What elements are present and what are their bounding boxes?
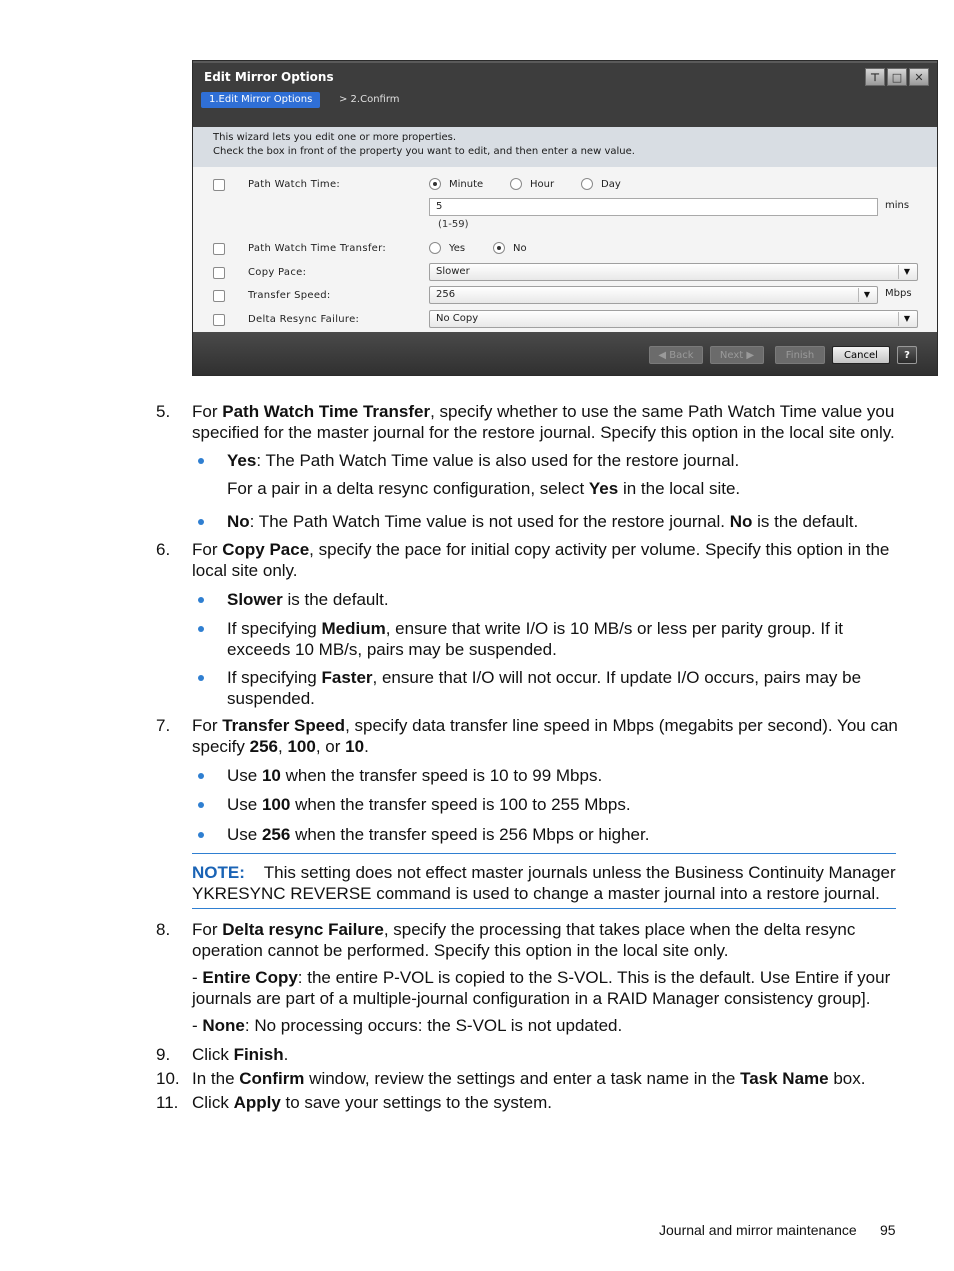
text: If specifying [227, 668, 322, 687]
step-9-text [192, 1044, 904, 1065]
note-text [192, 862, 896, 904]
text: In the [192, 1069, 240, 1088]
term: Apply [233, 1093, 281, 1112]
text: : The Path Watch Time value is not used for the restore journal. [249, 512, 730, 531]
copy-pace-row [193, 263, 937, 285]
entire-copy-text [192, 967, 904, 1009]
term: No [227, 512, 250, 531]
path-watch-time-label: Path Watch Time: [248, 179, 341, 190]
mins-unit: mins [885, 200, 910, 211]
step-11-text [192, 1092, 904, 1113]
term: Transfer Speed [222, 716, 346, 735]
text: Click [192, 1045, 234, 1064]
radio-minute[interactable] [429, 178, 483, 190]
radio-hour-label: Hour [530, 178, 555, 190]
page-number: 95 [880, 1222, 896, 1238]
step-number: 10. [156, 1069, 180, 1088]
term: Yes [588, 479, 619, 498]
transfer-speed-value: 256 [436, 289, 456, 300]
term: Delta resync Failure [222, 920, 384, 939]
radio-day-icon [581, 178, 593, 190]
text: , specify whether to use the same Path Watch Time value you specified for the master journal for the restore journal. Specify this option in the local site only. [192, 402, 895, 442]
back-button[interactable]: ◀ Back [649, 346, 703, 364]
bullet-item [227, 450, 907, 471]
step-7-text [192, 715, 904, 757]
radio-minute-selected-icon [429, 178, 441, 190]
bullet-icon [198, 773, 204, 779]
radio-yes[interactable] [429, 242, 465, 254]
text: Click [192, 1093, 234, 1112]
step-number: 7. [156, 716, 171, 735]
chevron-down-icon: ▼ [898, 312, 915, 326]
copy-pace-select[interactable] [429, 263, 918, 281]
text: Use [227, 766, 262, 785]
text: : No processing occurs: the S-VOL is not updated. [244, 1016, 623, 1035]
copy-pace-value: Slower [436, 266, 470, 277]
text: to save your settings to the system. [280, 1093, 552, 1112]
step-number: 9. [156, 1045, 171, 1064]
term: 100 [287, 737, 316, 756]
bullet-item [227, 511, 907, 532]
term: Faster [321, 668, 373, 687]
text: when the transfer speed is 100 to 255 Mbps. [290, 795, 631, 814]
transfer-speed-checkbox[interactable] [213, 290, 225, 302]
radio-hour[interactable] [510, 178, 554, 190]
text: when the transfer speed is 256 Mbps or higher. [290, 825, 650, 844]
text: : The Path Watch Time value is also used for the restore journal. [256, 451, 740, 470]
path-watch-time-transfer-label: Path Watch Time Transfer: [248, 243, 387, 254]
term: Entire Copy [202, 968, 298, 987]
dialog-form [193, 167, 937, 332]
bullet-item [227, 765, 907, 786]
delta-resync-failure-label: Delta Resync Failure: [248, 314, 360, 325]
text: window, review the settings and enter a task name in the [304, 1069, 741, 1088]
next-button[interactable]: Next ▶ [710, 346, 764, 364]
wizard-info [193, 127, 937, 167]
close-icon[interactable]: ✕ [909, 68, 929, 86]
bullet-item [227, 589, 907, 610]
term: 10 [345, 737, 365, 756]
path-watch-time-input[interactable]: 5 [429, 198, 878, 216]
text: , [278, 737, 288, 756]
term: No [729, 512, 753, 531]
term: Copy Pace [222, 540, 310, 559]
cancel-button[interactable]: Cancel [832, 346, 890, 364]
note-label: NOTE: [192, 863, 245, 882]
bullet-item [227, 824, 907, 845]
delta-resync-failure-value: No Copy [436, 313, 479, 324]
bullet-icon [198, 675, 204, 681]
path-watch-time-transfer-row [193, 239, 937, 261]
text: Use [227, 795, 262, 814]
transfer-speed-select[interactable] [429, 286, 878, 304]
text: when the transfer speed is 10 to 99 Mbps. [280, 766, 603, 785]
pin-icon[interactable]: ⊤ [865, 68, 885, 86]
text: is the default. [282, 590, 389, 609]
step-number: 11. [156, 1093, 179, 1112]
text: , specify data transfer line speed in Mbps (megabits per second). You can specify [192, 716, 898, 756]
bullet-icon [198, 458, 204, 464]
term: Slower [227, 590, 283, 609]
finish-button[interactable]: Finish [775, 346, 825, 364]
radio-day-label: Day [601, 178, 621, 190]
term: Confirm [239, 1069, 305, 1088]
radio-no-label: No [513, 242, 527, 254]
radio-minute-label: Minute [449, 178, 484, 190]
text: For a pair in a delta resync configuration, select [227, 479, 589, 498]
step-5-text [192, 401, 904, 443]
text: in the local site. [618, 479, 741, 498]
step-number: 8. [156, 920, 171, 939]
step-confirm: > 2.Confirm [339, 94, 400, 105]
term: 256 [249, 737, 279, 756]
text: . [283, 1045, 289, 1064]
chevron-down-icon: ▼ [858, 288, 875, 302]
text: For [192, 716, 223, 735]
dialog-title-bar [193, 61, 937, 89]
step-number: 5. [156, 402, 171, 421]
bullet-icon [198, 832, 204, 838]
dialog-footer [193, 332, 937, 376]
step-6-text [192, 539, 904, 581]
step-10-text [192, 1068, 904, 1089]
text: box. [828, 1069, 866, 1088]
bullet-item [227, 794, 907, 815]
radio-no[interactable] [493, 242, 527, 254]
range-hint: (1-59) [438, 219, 469, 230]
footer-section: Journal and mirror maintenance [659, 1222, 857, 1238]
transfer-speed-row [193, 286, 937, 308]
radio-hour-icon [510, 178, 522, 190]
step-8-text [192, 919, 904, 961]
none-text [192, 1015, 904, 1036]
radio-yes-icon [429, 242, 441, 254]
bullet-item [227, 667, 907, 709]
wizard-steps [193, 89, 937, 127]
dialog-title: Edit Mirror Options [204, 70, 334, 84]
text: If specifying [227, 619, 322, 638]
text: - [192, 1016, 203, 1035]
bullet-icon [198, 802, 204, 808]
chevron-down-icon: ▼ [898, 265, 915, 279]
text: , or [315, 737, 346, 756]
term: Task Name [740, 1069, 829, 1088]
bullet-icon [198, 626, 204, 632]
term: 100 [261, 795, 291, 814]
path-watch-time-row [193, 175, 937, 197]
maximize-icon[interactable]: □ [887, 68, 907, 86]
copy-pace-checkbox[interactable] [213, 267, 225, 279]
term: Finish [233, 1045, 284, 1064]
text: For [192, 402, 223, 421]
copy-pace-label: Copy Pace: [248, 267, 307, 278]
note-box [192, 853, 896, 909]
text: is the default. [752, 512, 859, 531]
text: - [192, 968, 203, 987]
text: Use [227, 825, 262, 844]
step-number: 6. [156, 540, 171, 559]
radio-day[interactable] [581, 178, 621, 190]
text: , ensure that write I/O is 10 MB/s or less per parity group. If it exceeds 10 MB/s, pairs may be suspended. [227, 619, 844, 659]
help-icon[interactable]: ? [897, 346, 917, 364]
path-watch-time-checkbox[interactable] [213, 179, 225, 191]
mbps-unit: Mbps [885, 288, 912, 299]
step-edit-mirror-options: 1.Edit Mirror Options [201, 92, 320, 108]
text: , specify the pace for initial copy activity per volume. Specify this option in the local site only. [192, 540, 890, 580]
edit-mirror-options-dialog [192, 60, 938, 376]
info-line-2: Check the box in front of the property you want to edit, and then enter a new value. [213, 146, 635, 157]
bullet-icon [198, 597, 204, 603]
path-watch-time-transfer-checkbox[interactable] [213, 243, 225, 255]
term: None [202, 1016, 245, 1035]
info-line-1: This wizard lets you edit one or more properties. [213, 132, 457, 143]
text: This setting does not effect master journals unless the Business Continuity Manager YKRESYNC REVERSE command is used to change a master journal into a restore journal. [192, 863, 896, 903]
text: For [192, 920, 223, 939]
text: . [364, 737, 369, 756]
delta-resync-failure-select[interactable] [429, 310, 918, 328]
radio-yes-label: Yes [449, 242, 466, 254]
delta-resync-failure-row [193, 310, 937, 332]
term: 256 [261, 825, 291, 844]
bullet-subtext [227, 478, 907, 499]
term: Yes [227, 451, 257, 470]
text: : the entire P-VOL is copied to the S-VOL. This is the default. Use Entire if your journals are part of a multiple-journal configuration in a RAID Manager consistency group]. [192, 968, 891, 1008]
transfer-speed-label: Transfer Speed: [248, 290, 331, 301]
term: Medium [321, 619, 386, 638]
text: For [192, 540, 223, 559]
term: Path Watch Time Transfer [222, 402, 431, 421]
bullet-icon [198, 519, 204, 525]
bullet-item [227, 618, 907, 660]
term: 10 [261, 766, 281, 785]
delta-resync-failure-checkbox[interactable] [213, 314, 225, 326]
radio-no-selected-icon [493, 242, 505, 254]
text: , ensure that I/O will not occur. If update I/O occurs, pairs may be suspended. [227, 668, 862, 708]
text: , specify the processing that takes place when the delta resync operation cannot be performed. Specify this option in the local site only. [192, 920, 856, 960]
